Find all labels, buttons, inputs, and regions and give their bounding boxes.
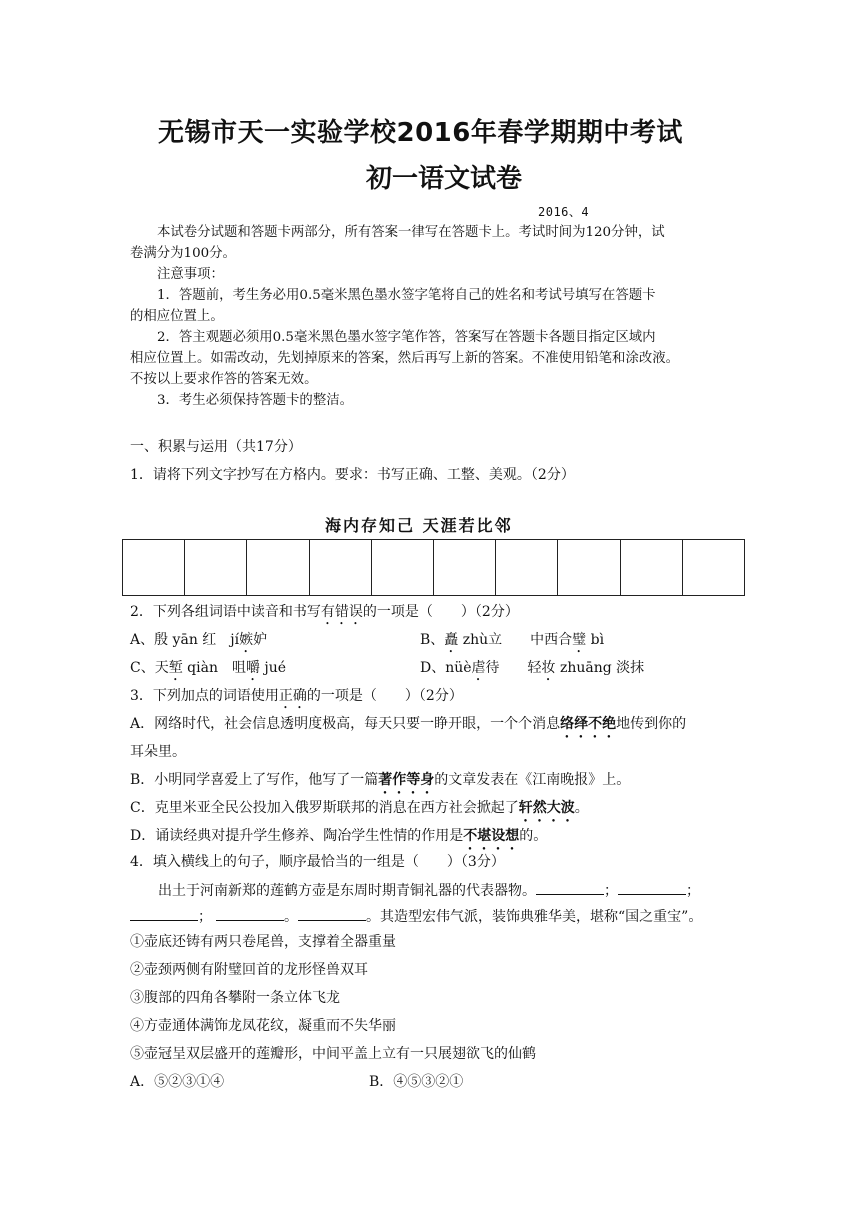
q4-blank-1[interactable]	[536, 880, 604, 895]
q4-passage-line2	[130, 906, 702, 927]
q3-option-a[interactable]	[130, 714, 686, 741]
q2-b-text: B、	[420, 632, 445, 648]
q4-blank-2[interactable]	[618, 880, 686, 895]
q2-option-d[interactable]	[420, 658, 644, 684]
notice-1a: 1．答题前，考生务必用0.5毫米黑色墨水签字笔将自己的姓名和考试号填写在答题卡	[157, 288, 656, 303]
writing-grid[interactable]	[122, 539, 745, 596]
intro-line-2: 卷满分为100分。	[130, 246, 236, 261]
q2-stem-dotted: 有错误	[320, 604, 363, 620]
q2-b-text-mid: zhù立 中西合	[458, 632, 573, 648]
q4-sentence-4: ④方壶通体满饰龙凤花纹，凝重而不失华丽	[130, 1018, 396, 1034]
q2-c-text-mid: qiàn 咀	[182, 660, 246, 676]
q2-c-text: C、天	[130, 660, 169, 676]
q3-b-text-end: 的文章发表在《江南晚报》上。	[434, 772, 631, 788]
q4-sentence-5: ⑤壶冠呈双层盛开的莲瓣形，中间平盖上立有一只展翅欲飞的仙鹤	[130, 1046, 536, 1062]
q3-d-word: 不堪设想	[463, 828, 520, 844]
q2-c-text-end: jué	[259, 660, 287, 676]
exam-subtitle: 初一语文试卷	[366, 164, 523, 194]
grid-cell[interactable]	[372, 540, 434, 595]
q3-stem-b: 的一项是（ ）（2分）	[306, 688, 463, 704]
q2-c-dotted: 堑	[168, 660, 183, 676]
q2-a-text: A、殷 yān 红 jí	[130, 632, 240, 648]
q3-d-text-end: 的。	[519, 828, 548, 844]
notice-3: 3．考生必须保持答题卡的整洁。	[157, 393, 353, 408]
q4-blank-5[interactable]	[298, 906, 366, 921]
q4-blank-3[interactable]	[130, 906, 198, 921]
q3-option-b[interactable]	[130, 770, 630, 797]
q3-option-a-line2: 耳朵里。	[130, 744, 186, 760]
q4-option-b[interactable]: B．④⑤③②①	[369, 1074, 464, 1090]
grid-cell[interactable]	[123, 540, 185, 595]
question-1: 1．请将下列文字抄写在方格内。要求：书写正确、工整、美观。（2分）	[130, 467, 575, 483]
q2-b-text-end: bì	[586, 632, 605, 648]
notice-2c: 不按以上要求作答的答案无效。	[130, 372, 318, 387]
q3-a-word: 络绎不绝	[560, 716, 617, 732]
grid-cell[interactable]	[434, 540, 496, 595]
q4-passage-line1	[158, 880, 700, 901]
notice-2b: 相应位置上。如需改动，先划掉原来的答案，然后再写上新的答案。不准使用铅笔和涂改液。	[130, 351, 680, 366]
q2-b-dotted-2: 璧	[572, 632, 587, 648]
q2-d-dotted: 虐	[471, 660, 486, 676]
q3-c-word: 轩然大波	[518, 800, 575, 816]
notice-1b: 的相应位置上。	[130, 309, 224, 324]
q3-c-text-end: 。	[574, 800, 589, 816]
q3-c-text: C．克里米亚全民公投加入俄罗斯联邦的消息在西方社会掀起了	[130, 800, 519, 816]
grid-cell[interactable]	[496, 540, 558, 595]
q4-sep-3: ；	[198, 909, 212, 925]
question-3	[130, 686, 463, 712]
grid-cell[interactable]	[558, 540, 620, 595]
q3-stem-a: 3．下列加点的词语使用	[130, 688, 279, 704]
q3-a-text: A．网络时代，社会信息透明度极高，每天只要一睁开眼，一个个消息	[130, 716, 561, 732]
q2-d-text-mid: 待 轻	[485, 660, 542, 676]
grid-cell[interactable]	[621, 540, 683, 595]
question-2	[130, 602, 519, 628]
q2-a-dotted: 嫉	[239, 632, 254, 648]
q2-a-text-end: 妒	[253, 632, 268, 648]
q2-d-text: D、nüè	[420, 660, 472, 676]
notice-2a: 2．答主观题必须用0.5毫米黑色墨水签字笔作答，答案写在答题卡各题目指定区域内	[157, 330, 656, 345]
question-4: 4．填入横线上的句子，顺序最恰当的一组是（ ）（3分）	[130, 854, 505, 870]
intro-line-1: 本试卷分试题和答题卡两部分，所有答案一律写在答题卡上。考试时间为120分钟，试	[157, 225, 665, 240]
q4-passage-a: 出土于河南新郑的莲鹤方壶是东周时期青铜礼器的代表器物。	[158, 883, 536, 899]
q4-sep-2: ；	[686, 883, 700, 899]
q2-stem-b: 的一项是（ ）（2分）	[362, 604, 519, 620]
copy-text: 海内存知己 天涯若比邻	[325, 516, 513, 535]
q3-b-text: B．小明同学喜爱上了写作，他写了一篇	[130, 772, 379, 788]
section-heading: 一、积累与运用（共17分）	[130, 439, 302, 455]
q3-stem-dotted: 正确	[278, 688, 307, 704]
q4-passage-b: 。其造型宏伟气派，装饰典雅华美，堪称“国之重宝”。	[366, 909, 703, 925]
grid-cell[interactable]	[247, 540, 309, 595]
exam-date: 2016、4	[538, 205, 590, 219]
q2-option-a[interactable]	[130, 630, 267, 656]
q3-d-text: D．诵读经典对提升学生修养、陶冶学生性情的作用是	[130, 828, 464, 844]
q4-sentence-3: ③腹部的四角各攀附一条立体飞龙	[130, 990, 340, 1006]
grid-cell[interactable]	[185, 540, 247, 595]
q4-option-a[interactable]: A．⑤②③①④	[130, 1074, 225, 1090]
q3-a-text-end: 地传到你的	[616, 716, 687, 732]
notice-heading: 注意事项：	[157, 267, 224, 282]
q2-d-dotted-2: 妆	[541, 660, 556, 676]
grid-cell[interactable]	[683, 540, 744, 595]
q2-b-dotted: 矗	[444, 632, 459, 648]
q3-option-c[interactable]	[130, 798, 589, 825]
grid-cell[interactable]	[310, 540, 372, 595]
q4-sep-1: ；	[604, 883, 618, 899]
q2-stem-a: 2．下列各组词语中读音和书写	[130, 604, 321, 620]
q3-option-d[interactable]	[130, 826, 547, 853]
q2-option-b[interactable]	[420, 630, 604, 656]
exam-title: 无锡市天一实验学校2016年春学期期中考试	[158, 118, 683, 148]
q4-blank-4[interactable]	[216, 906, 284, 921]
q3-b-word: 著作等身	[378, 772, 435, 788]
q4-sep-4: 。	[284, 909, 298, 925]
q2-c-dotted-2: 嚼	[245, 660, 260, 676]
q2-d-text-end: zhuāng 淡抹	[555, 660, 645, 676]
q4-sentence-2: ②壶颈两侧有附璧回首的龙形怪兽双耳	[130, 962, 368, 978]
q2-option-c[interactable]	[130, 658, 286, 684]
q4-sentence-1: ①壶底还铸有两只卷尾兽，支撑着全器重量	[130, 934, 396, 950]
